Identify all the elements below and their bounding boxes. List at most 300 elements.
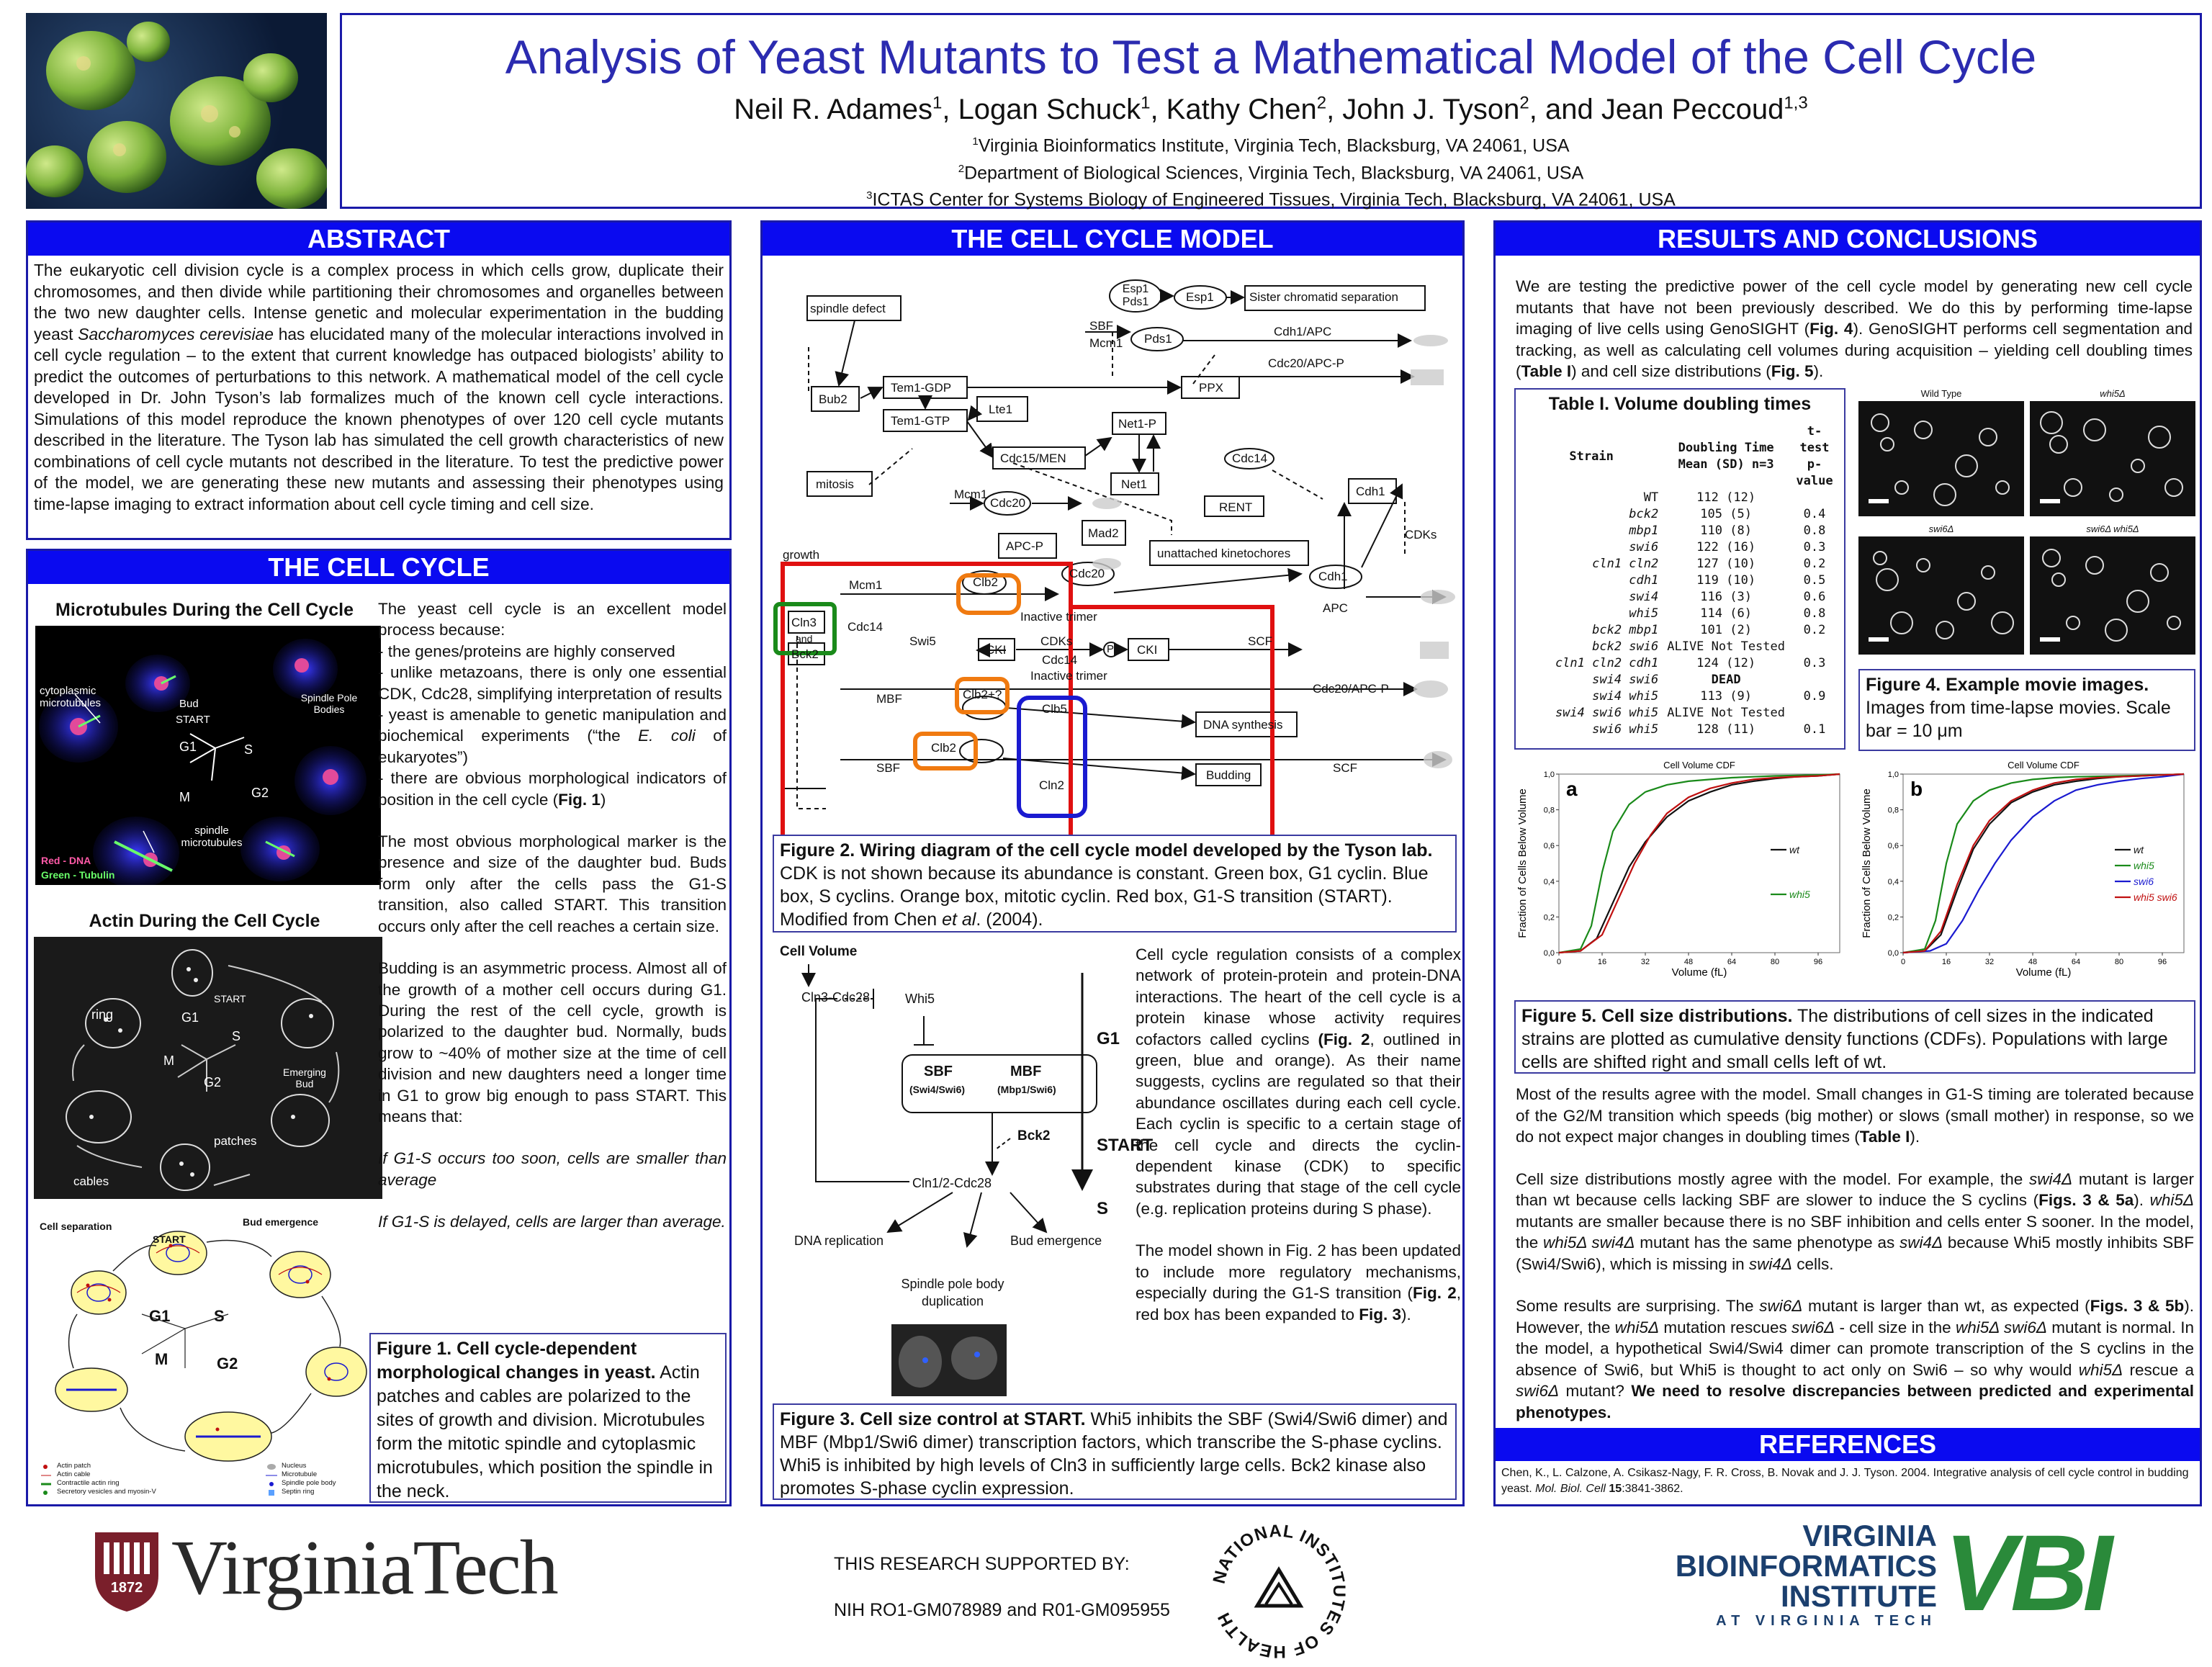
- yeast-cells-illustration: [26, 13, 327, 209]
- node-sister-chromatid: Sister chromatid separation: [1249, 290, 1398, 304]
- label-g2: G2: [217, 1354, 238, 1372]
- author: Jean Peccoud$^{1,3}$: [1601, 94, 1808, 126]
- p-value-cell: 0.8: [1803, 524, 1826, 538]
- strain-cell: swi4 swi6: [1592, 673, 1659, 687]
- label-whi5: Whi5: [905, 992, 935, 1006]
- p-value-cell: 0.4: [1803, 507, 1826, 521]
- cell-outline: [1890, 611, 1913, 634]
- doubling-time-cell: ALIVE Not Tested: [1667, 706, 1785, 720]
- node-growth: growth: [783, 548, 820, 562]
- node-cdc20: Cdc20: [990, 496, 1026, 510]
- x-tick-label: 80: [2114, 958, 2124, 966]
- results-discussion: [1516, 1084, 2194, 1423]
- legend-label: whi5: [1789, 889, 1810, 900]
- y-tick-label: 0,0: [1887, 949, 1899, 958]
- strain-cell: cln1 cln2 cdh1: [1555, 656, 1659, 670]
- cell-outline: [1933, 483, 1956, 506]
- y-tick-label: 0,0: [1543, 949, 1555, 958]
- x-tick-label: 48: [2028, 958, 2038, 966]
- cdf-chart-a-svg: [1514, 758, 1853, 989]
- legend-label: wt: [2134, 844, 2144, 855]
- series-line: [1559, 774, 1840, 953]
- node-bck2: Bck2: [791, 647, 819, 661]
- author: John J. Tyson$^2$, and: [1342, 94, 1601, 126]
- p-value-cell: 0.8: [1803, 606, 1826, 621]
- strain-cell: bck2: [1629, 507, 1659, 521]
- node-esp1-pds1: Esp1 Pds1: [1122, 283, 1149, 308]
- cdf-chart-b: [1858, 758, 2197, 989]
- node-cdc15-men: Cdc15/MEN: [1000, 451, 1066, 465]
- label-dna-replication: DNA replication: [794, 1234, 884, 1248]
- x-tick-label: 16: [1597, 958, 1607, 966]
- node-swi5: Swi5: [909, 634, 936, 648]
- cell-outline: [2126, 590, 2149, 613]
- y-tick-label: 0,4: [1887, 877, 1899, 886]
- node-unattached-kinetochores: unattached kinetochores: [1157, 547, 1291, 560]
- p-value-cell: [1789, 672, 1840, 688]
- label-s: S: [1097, 1199, 1109, 1218]
- node-mcm1: Mcm1: [849, 578, 883, 592]
- x-tick-label: 48: [1683, 958, 1694, 966]
- model-heading: THE CELL CYCLE MODEL: [763, 223, 1462, 256]
- node-clb2: Clb2: [973, 575, 998, 589]
- node-clb2: Clb2: [931, 741, 956, 755]
- schematic-legend-left: [57, 1462, 156, 1496]
- label-cell-volume: Cell Volume: [780, 944, 858, 959]
- label-cell-separation: Cell separation: [40, 1221, 112, 1232]
- results-heading: RESULTS AND CONCLUSIONS: [1496, 223, 2200, 256]
- author-list: [342, 86, 2200, 127]
- cell-cycle-heading: THE CELL CYCLE: [28, 551, 729, 584]
- label-m: M: [163, 1053, 174, 1068]
- label-g1: G1: [181, 1010, 199, 1025]
- node-cdh1: Cdh1: [1318, 570, 1348, 583]
- chart-title: Cell Volume CDF: [2008, 760, 2080, 770]
- node-mitosis: mitosis: [816, 477, 854, 491]
- table-row: [1520, 506, 1840, 523]
- node-tem1-gdp: Tem1-GDP: [891, 381, 952, 395]
- table-1: [1514, 388, 1845, 750]
- x-axis-label: Volume (fL): [2015, 966, 2072, 979]
- node-net1: Net1: [1121, 477, 1147, 491]
- cell-cycle-text: [378, 598, 727, 1233]
- table-row: [1520, 672, 1840, 688]
- node-cdh1-apc: Cdh1/APC: [1274, 325, 1332, 338]
- cell-outline: [2040, 411, 2063, 434]
- strain-cell: whi5: [1629, 606, 1659, 621]
- paragraph: Cell cycle regulation consists of a complex network of protein-protein and protein-DNA interactions. The heart of the cell cycle is a protein kinase whose activity requires cofactors called cyclins (Fig. 2, outlined in green, blue and orange). As their name suggests, cyclins are regulated so that their abundance oscillates during each cell cycle. Each cyclin is specific to a certain stage of the cell cycle and directs the cyclin-dependent kinase (CDK) to specific substrates during that stage of the cell cycle (e.g. replication proteins during S phase).: [1136, 945, 1461, 1218]
- vbi-line-1: VIRGINIA: [1802, 1519, 1937, 1553]
- micrograph-swi6-whi5: [2030, 536, 2195, 655]
- doubling-time-cell: 101 (2): [1700, 623, 1752, 637]
- legend-label: whi5 swi6: [2134, 891, 2177, 903]
- node-and: and: [796, 633, 813, 644]
- label-swi4-swi6: (Swi4/Swi6): [909, 1084, 966, 1095]
- legend-nucleus: Nucleus: [282, 1462, 307, 1470]
- microtubule-image: [35, 626, 381, 885]
- node-cln2: Cln2: [1039, 778, 1064, 792]
- cdf-chart-b-svg: [1858, 758, 2197, 989]
- paragraph: Budding is an asymmetric process. Almost all of the growth of a mother cell occurs during G1. During the rest of the cell cycle, growth is polarized to the daughter bud. Normally, buds grow to ~40% of mother size at the time of cell division and new daughters need a longer time in G1 to grow big enough to pass START. This means that:: [378, 959, 727, 1125]
- y-axis-label: Fraction of Cells Below Volume: [1516, 788, 1529, 938]
- table-row: [1520, 589, 1840, 606]
- bullet: - unlike metazoans, there is only one essential CDK, Cdc28, simplifying interpretation of results: [378, 663, 727, 703]
- label-spindle-pole-bodies: Spindle Pole Bodies: [300, 692, 358, 715]
- cell-outline: [2064, 478, 2082, 497]
- affiliation: $^2$Department of Biological Sciences, Virginia Tech, Blacksburg, VA 24061, USA: [958, 162, 1584, 183]
- table-row: [1520, 622, 1840, 639]
- table-row: [1520, 655, 1840, 672]
- node-cdc20-apcp: Cdc20/APC-P: [1268, 356, 1344, 370]
- x-tick-label: 64: [2071, 958, 2081, 966]
- p-value-cell: 0.2: [1803, 557, 1826, 571]
- doubling-time-cell: 122 (16): [1696, 540, 1756, 554]
- series-line: [1559, 774, 1840, 953]
- doubling-time-cell: 128 (11): [1696, 722, 1756, 737]
- paragraph: Most of the results agree with the model. Small changes in G1-S timing are tolerated because of the G2/M transition which speeds (big mother) or slows (small mother) in response, so we do not expect major changes in doubling times (Table I).: [1516, 1085, 2194, 1146]
- node-p: P: [1107, 643, 1115, 655]
- cell-outline: [1876, 568, 1899, 591]
- cell-outline: [1880, 437, 1894, 451]
- legend-spindle-pole-body: Spindle pole body: [282, 1479, 336, 1487]
- node-ppx: PPX: [1199, 381, 1224, 395]
- node-cdc14: Cdc14: [848, 620, 884, 634]
- node-clb5: Clb5: [1042, 702, 1067, 716]
- legend-actin-patch: Actin patch: [57, 1462, 91, 1470]
- micrograph-wild-type: [1858, 401, 2024, 516]
- svg-text:NATIONAL INSTITUTES OF HEALTH: [1210, 1522, 1349, 1661]
- cell-cycle-schematic-drawing: [34, 1213, 382, 1501]
- label-mbf: MBF: [1010, 1064, 1042, 1079]
- node-spindle-defect: spindle defect: [810, 302, 886, 315]
- micrograph-label: swi6Δ whi5Δ: [2086, 524, 2139, 534]
- cell-outline: [2150, 563, 2169, 582]
- strain-cell: swi6: [1629, 540, 1659, 554]
- reference-entry: Chen, K., L. Calzone, A. Csikasz-Nagy, F. R. Cross, B. Novak and J. J. Tyson. 2004. Integrative analysis of cell cycle control in budding yeast. Mol. Biol. Cell 15:3841-3862.: [1501, 1467, 2189, 1495]
- results-panel: [1493, 220, 2202, 1506]
- author: Neil R. Adames$^1$,: [734, 94, 958, 126]
- start-control-svg: [773, 944, 1133, 1405]
- p-value-cell: [1789, 705, 1840, 722]
- table-header-row: [1520, 423, 1840, 490]
- p-value-cell: [1789, 490, 1840, 506]
- y-tick-label: 0,6: [1887, 842, 1899, 851]
- doubling-time-cell: 105 (5): [1700, 507, 1752, 521]
- cell-outline: [2066, 616, 2080, 630]
- node-budding: Budding: [1206, 768, 1251, 782]
- italic-statement: If G1-S is delayed, cells are larger than average.: [378, 1213, 726, 1231]
- scale-bar: [2040, 499, 2060, 503]
- label-spb-duplication: Spindle pole body duplication: [901, 1277, 1004, 1308]
- doubling-time-cell: DEAD: [1711, 673, 1741, 687]
- node-mad2: Mad2: [1088, 526, 1119, 540]
- micrograph-label: whi5Δ: [2100, 388, 2126, 399]
- node-cdc14: Cdc14: [1042, 653, 1078, 667]
- node-bub2: Bub2: [819, 392, 848, 406]
- vbi-line-3: INSTITUTE: [1781, 1579, 1937, 1613]
- y-tick-label: 0,4: [1543, 877, 1555, 886]
- paragraph: Cell size distributions mostly agree with the model. For example, the swi4Δ mutant is larger than wt because cells lacking SBF are slower to induce the S cyclins (Figs. 3 & 5a). whi5Δ mutants are smaller because there is no SBF inhibition and cells enter S sooner. In the model, the whi5Δ swi4Δ mutant has the same phenotype as swi4Δ because Whi5 mostly inhibits SBF (Swi4/Swi6), which is missing in swi4Δ cells.: [1516, 1169, 2195, 1273]
- vt-shield-year: 1872: [110, 1580, 143, 1596]
- node-clb2q: Clb2+?: [963, 688, 1002, 701]
- cell-outline: [2164, 478, 2183, 497]
- node-rent: RENT: [1219, 500, 1253, 514]
- p-value-cell: 0.1: [1803, 722, 1826, 737]
- series-line: [1559, 774, 1840, 953]
- label-patches: patches: [214, 1134, 257, 1148]
- table-title: Table I. Volume doubling times: [1548, 394, 1812, 414]
- label-s: S: [232, 1029, 241, 1043]
- table-row: [1520, 572, 1840, 589]
- cell-outline: [1981, 565, 1995, 580]
- node-cdks: CDKs: [1040, 634, 1073, 648]
- abstract-heading: ABSTRACT: [28, 223, 729, 256]
- label-start: START: [176, 714, 210, 726]
- table-row: [1520, 722, 1840, 738]
- node-apc: APC: [1323, 601, 1348, 615]
- x-tick-label: 32: [1984, 958, 1995, 966]
- node-cdc14: Cdc14: [1232, 451, 1268, 465]
- legend-label: wt: [1789, 844, 1799, 855]
- results-intro: We are testing the predictive power of the cell cycle model by generating new cell cycle mutants that have not been previously described. We do this by performing time-lapse imaging of live cells using GenoSIGHT (Fig. 4). GenoSIGHT performs cell segmentation and tracking, as well as calculating cell volumes during acquisition – yielding cell doubling times (Table I) and cell size distributions (Fig. 5).: [1516, 277, 2193, 380]
- micrograph-grid: [1858, 388, 2195, 666]
- table-row: [1520, 705, 1840, 722]
- label-m: M: [179, 790, 190, 804]
- plot-frame: [1559, 774, 1840, 953]
- vbi-logo: [1656, 1512, 2131, 1633]
- vbi-line-2: BIOINFORMATICS: [1675, 1549, 1937, 1583]
- node-mbf: MBF: [876, 692, 902, 706]
- micrograph-label: Wild Type: [1920, 388, 1962, 399]
- x-tick-label: 32: [1640, 958, 1650, 966]
- affiliations: [342, 130, 2200, 211]
- micrograph-label: swi6Δ: [1928, 524, 1954, 534]
- intro-text: The yeast cell cycle is an excellent model process because:: [378, 600, 727, 639]
- node-pds1: Pds1: [1144, 332, 1172, 346]
- paragraph: Some results are surprising. The swi6Δ mutant is larger than wt, as expected (Figs. 3 & 5b). However, the whi5Δ mutation rescues swi6Δ - cell size in the whi5Δ swi6Δ mutant is normal. In the model, a hypothetical Swi4/Swi4 dimer can promote transcription of the S cyclins in the absence of Swi6, but Whi5 is thought to act only on Swi6 – so why would whi5Δ rescue a swi6Δ mutant? We need to resolve discrepancies between predicted and experimental phenotypes.: [1516, 1297, 2194, 1421]
- micrograph-swi6: [1858, 536, 2024, 655]
- references-heading: REFERENCES: [1496, 1428, 2200, 1461]
- affiliation: $^3$ICTAS Center for Systems Biology of Engineered Tissues, Virginia Tech, Blacksburg, VA 24061, USA: [866, 189, 1676, 210]
- panel-label: a: [1566, 778, 1578, 800]
- y-tick-label: 0,2: [1887, 913, 1899, 922]
- node-cdc20: Cdc20: [1069, 567, 1105, 580]
- doubling-time-cell: 119 (10): [1696, 573, 1756, 588]
- label-start: START: [153, 1234, 186, 1245]
- label-cln3-cdc28: Cln3-Cdc28: [801, 990, 871, 1005]
- strain-cell: bck2 swi6: [1592, 639, 1659, 654]
- yeast-photo: [26, 13, 327, 209]
- abstract-text: The eukaryotic cell division cycle is a complex process in which cells grow, duplicate their chromosomes, and then divide while partitioning their chromosomes and organelles between the two new daughter cells. Intense genetic and molecular experimentation in the budding yeast Saccharomyces cerevisiae has elucidated many of the molecular interactions involved in cell cycle regulation – to the extent that current knowledge has outpaced biologists’ ability to predict the outcomes of perturbations to this network. A mathematical model of the cell cycle developed in Dr. John Tyson’s lab formalizes much of the known cell cycle interactions. Simulations of this model reproduce the known phenotypes of over 120 cell cycle mutants described in the literature. The Tyson lab has simulated the cell growth characteristics of new combinations of cell cycle mutants not described in the literature. To test the predictive power of the model, we are generating these new mutants and assessing their phenotypes using time-lapse imaging to extract information about cell cycle timing and cell size.: [34, 261, 724, 513]
- cell-outline: [2049, 435, 2068, 454]
- y-tick-label: 0,2: [1543, 913, 1555, 922]
- label-cables: cables: [73, 1174, 109, 1188]
- bullet: - there are obvious morphological indicators of position in the cell cycle (Fig. 1): [378, 769, 727, 809]
- strain-cell: swi6 whi5: [1592, 722, 1659, 737]
- actin-image: [34, 937, 382, 1199]
- legend-label: whi5: [2134, 860, 2154, 871]
- cell-cycle-schematic: [34, 1213, 382, 1501]
- node-inactive-trimer: Inactive trimer: [1030, 669, 1107, 683]
- strain-cell: bck2 mbp1: [1592, 623, 1659, 637]
- node-net1-p: Net1-P: [1118, 417, 1156, 431]
- table-row: [1520, 639, 1840, 655]
- doubling-time-cell: 110 (8): [1700, 524, 1752, 538]
- cell-outline: [2109, 487, 2123, 502]
- legend-septin-ring: Septin ring: [282, 1488, 315, 1496]
- node-cdc20-apcp: Cdc20/APC-P: [1313, 682, 1389, 696]
- label-g1: G1: [149, 1307, 171, 1325]
- node-cdks: CDKs: [1405, 528, 1437, 542]
- x-tick-label: 64: [1727, 958, 1737, 966]
- nih-seal-icon: [1207, 1519, 1351, 1663]
- table-row: [1520, 523, 1840, 539]
- scale-bar: [2040, 637, 2060, 642]
- scale-bar: [1869, 637, 1889, 642]
- actin-image-title: Actin During the Cell Cycle: [89, 911, 320, 931]
- cell-outline: [2085, 556, 2104, 575]
- figure-2-caption: Figure 2. Wiring diagram of the cell cycle model developed by the Tyson lab. CDK is not shown because its abundance is constant. Green box, G1 cyclin. Blue box, S cyclins. Orange box, mitotic cyclin. Red box, G1-S transition (START). Modified from Chen et al. (2004).: [773, 835, 1457, 933]
- y-tick-label: 1,0: [1887, 770, 1899, 779]
- node-sbf: SBF: [876, 761, 901, 775]
- table-row: [1520, 490, 1840, 506]
- doubling-time-cell: 112 (12): [1696, 490, 1756, 505]
- start-control-diagram: [773, 944, 1154, 1405]
- p-value-cell: 0.2: [1803, 623, 1826, 637]
- doubling-time-cell: 127 (10): [1696, 557, 1756, 571]
- legend-label: swi6: [2134, 876, 2154, 887]
- label-sbf: SBF: [924, 1064, 953, 1079]
- column-header: Doubling Time Mean (SD) n=3: [1678, 441, 1774, 472]
- column-header: Strain: [1569, 449, 1614, 464]
- node-scf: SCF: [1248, 634, 1272, 648]
- strain-cell: cln1 cln2: [1592, 557, 1659, 571]
- cell-outline: [1914, 421, 1933, 439]
- cell-outline: [1873, 551, 1887, 565]
- label-g1: G1: [179, 740, 197, 754]
- x-tick-label: 96: [2157, 958, 2167, 966]
- y-tick-label: 1,0: [1543, 770, 1555, 779]
- node-sbf: SBF: [1089, 319, 1114, 333]
- cell-outline: [1979, 428, 1997, 446]
- label-bud-emergence: Bud emergence: [1010, 1234, 1102, 1248]
- p-value-cell: [1789, 639, 1840, 655]
- abstract-panel: [26, 220, 732, 540]
- cell-outline: [1936, 621, 1954, 639]
- table-row: [1520, 556, 1840, 572]
- support-statement: THIS RESEARCH SUPPORTED BY:: [834, 1554, 1130, 1574]
- y-tick-label: 0,8: [1887, 806, 1899, 815]
- strain-cell: WT: [1643, 490, 1659, 505]
- label-emerging-bud: Emerging Bud: [283, 1066, 326, 1089]
- p-value-cell: 0.9: [1803, 689, 1826, 704]
- author: Kathy Chen$^2$,: [1166, 94, 1343, 126]
- y-axis-label: Fraction of Cells Below Volume: [1861, 788, 1873, 938]
- p-value-cell: 0.3: [1803, 656, 1826, 670]
- microtubule-image-title: Microtubules During the Cell Cycle: [55, 600, 354, 620]
- cell-outline: [2131, 459, 2145, 473]
- label-m: M: [155, 1350, 168, 1368]
- cell-outline: [1991, 611, 2014, 634]
- paragraph: The most obvious morphological marker is the presence and size of the daughter bud. Buds form only after the cells pass the G1-S transition, also called START. This transition occurs only after the cell reaches a certain size.: [378, 832, 727, 935]
- affiliation: $^1$Virginia Bioinformatics Institute, Virginia Tech, Blacksburg, VA 24061, USA: [972, 135, 1570, 156]
- figure-5-caption: Figure 5. Cell size distributions. The distributions of cell sizes in the indicated strains are plotted as cumulative density functions (CDFs). Populations with large cells are shifted right and small cells left of wt.: [1514, 1000, 2195, 1074]
- x-tick-label: 0: [1900, 958, 1906, 966]
- label-bck2: Bck2: [1017, 1128, 1051, 1143]
- figure-3-caption: Figure 3. Cell size control at START. Whi5 inhibits the SBF (Swi4/Swi6 dimer) and MBF (Mbp1/Swi6 dimer) transcription factors, which transcribe the S-phase cyclins. Whi5 is inhibited by high levels of Cln3 in sufficiently large cells. Bck2 kinase also promotes S-phase cyclin expression.: [773, 1403, 1457, 1500]
- cell-cycle-panel: [26, 549, 732, 1506]
- figure-4-caption: Figure 4. Example movie images. Images from time-lapse movies. Scale bar = 10 μm: [1858, 669, 2195, 751]
- node-tem1-gtp: Tem1-GTP: [891, 414, 950, 428]
- label-bud-emergence: Bud emergence: [243, 1216, 319, 1228]
- label-g2: G2: [204, 1075, 222, 1089]
- label-ring: ring: [91, 1007, 114, 1022]
- node-cki: CKI: [1137, 643, 1158, 657]
- scale-bar: [1869, 499, 1889, 503]
- label-spindle-microtubules: spindle microtubules: [181, 824, 243, 849]
- legend-red-dna: Red - DNA: [41, 855, 91, 866]
- author: Logan Schuck$^1$,: [958, 94, 1166, 126]
- y-tick-label: 0,8: [1543, 806, 1555, 815]
- legend-actin-cable: Actin cable: [57, 1470, 91, 1478]
- node-esp1: Esp1: [1186, 290, 1214, 304]
- title-box: [340, 13, 2202, 209]
- cell-outline: [2083, 418, 2106, 441]
- strain-cell: swi4: [1629, 590, 1659, 604]
- node-mcm1: Mcm1: [1089, 336, 1123, 350]
- label-s: S: [214, 1307, 225, 1325]
- poster-title: Analysis of Yeast Mutants to Test a Mathematical Model of the Cell Cycle: [505, 30, 2037, 84]
- label-s: S: [244, 742, 253, 757]
- panel-label: b: [1910, 778, 1923, 800]
- paragraph: The model shown in Fig. 2 has been updated to include more regulatory mechanisms, especially during the G1-S transition (Fig. 2, red box has been expanded to Fig. 3).: [1136, 1241, 1461, 1324]
- vt-shield-icon: [91, 1525, 163, 1614]
- micrograph-whi5: [2030, 401, 2195, 516]
- table-body: [1520, 490, 1840, 738]
- cell-outline: [1955, 454, 1978, 477]
- node-scf: SCF: [1333, 761, 1357, 775]
- y-tick-label: 0,6: [1543, 842, 1555, 851]
- p-value-cell: 0.6: [1803, 590, 1826, 604]
- label-cln12-cdc28: Cln1/2-Cdc28: [912, 1176, 992, 1190]
- cell-outline: [2167, 616, 2181, 630]
- doubling-time-cell: ALIVE Not Tested: [1667, 639, 1785, 654]
- chart-title: Cell Volume CDF: [1663, 760, 1735, 770]
- label-mbp1-swi6: (Mbp1/Swi6): [997, 1084, 1056, 1095]
- doubling-time-cell: 113 (9): [1700, 689, 1752, 704]
- cell-cycle-model-panel: [760, 220, 1465, 1506]
- node-mcm1: Mcm1: [954, 487, 988, 501]
- cdf-chart-a: [1514, 758, 1853, 989]
- cell-outline: [2042, 549, 2061, 567]
- node-lte1: Lte1: [989, 403, 1013, 416]
- cell-outline: [2105, 619, 2128, 642]
- node-apcp: APC-P: [1006, 539, 1043, 553]
- legend-contractile-ring: Contractile actin ring: [57, 1479, 120, 1487]
- figure-1-caption: Figure 1. Cell cycle-dependent morphological changes in yeast. Actin patches and cables are polarized to the sites of growth and division. Microtubules form the mitotic spindle and cytoplasmic microtubules, which position the spindle in the neck.: [369, 1333, 727, 1503]
- bullet: - the genes/proteins are highly conserved: [378, 642, 675, 660]
- label-g2: G2: [251, 786, 269, 800]
- x-tick-label: 96: [1813, 958, 1823, 966]
- x-tick-label: 0: [1556, 958, 1562, 966]
- p-value-cell: 0.3: [1803, 540, 1826, 554]
- table-row: [1520, 539, 1840, 556]
- node-cdh1: Cdh1: [1356, 485, 1385, 498]
- table-row: [1520, 688, 1840, 705]
- cell-outline: [1871, 413, 1889, 432]
- bullet: - yeast is amenable to genetic manipulation and biochemical experiments (“the E. coli of eukaryotes”): [378, 706, 727, 766]
- doubling-time-table: [1520, 423, 1840, 738]
